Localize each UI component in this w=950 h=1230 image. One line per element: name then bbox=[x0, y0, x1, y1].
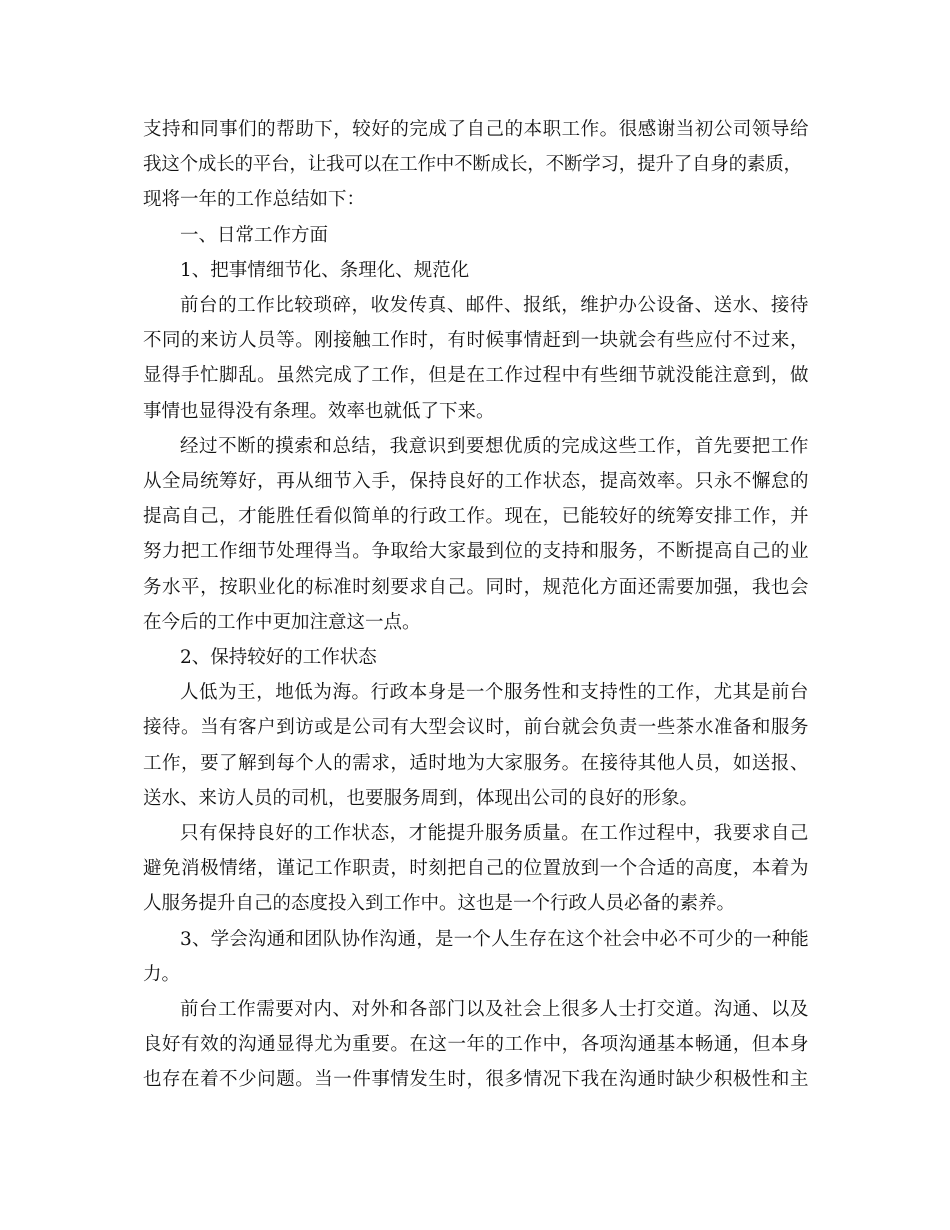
paragraph bbox=[143, 429, 809, 640]
text-line: 力。 bbox=[143, 963, 181, 985]
paragraph bbox=[143, 922, 809, 992]
text-line: 事情也显得没有条理。效率也就低了下来。 bbox=[143, 400, 495, 422]
text-line: 前台工作需要对内、对外和各部门以及社会上很多人士打交道。沟通、以及 bbox=[180, 999, 809, 1021]
text-line: 人服务提升自己的态度投入到工作中。这也是一个行政人员必备的素养。 bbox=[143, 893, 736, 915]
text-line: 从全局统筹好，再从细节入手，保持良好的工作状态，提高效率。只永不懈怠的 bbox=[143, 471, 809, 493]
text-line: 1、把事情细节化、条理化、规范化 bbox=[180, 259, 470, 281]
text-line: 工作，要了解到每个人的需求，适时地为大家服务。在接待其他人员，如送报、 bbox=[143, 752, 809, 774]
text-line: 提高自己，才能胜任看似简单的行政工作。现在，已能较好的统筹安排工作，并 bbox=[143, 506, 809, 528]
text-line: 避免消极情绪，谨记工作职责，时刻把自己的位置放到一个合适的高度，本着为 bbox=[143, 858, 809, 880]
text-line: 3、学会沟通和团队协作沟通，是一个人生存在这个社会中必不可少的一种能 bbox=[180, 928, 809, 950]
text-line: 人低为王，地低为海。行政本身是一个服务性和支持性的工作，尤其是前台 bbox=[180, 682, 809, 704]
text-line: 我这个成长的平台，让我可以在工作中不断成长，不断学习，提升了自身的素质， bbox=[143, 154, 802, 176]
text-line: 不同的来访人员等。刚接触工作时，有时候事情赶到一块就会有些应付不过来， bbox=[143, 330, 809, 352]
paragraph bbox=[143, 816, 809, 922]
document-body bbox=[143, 112, 809, 1098]
text-line: 支持和同事们的帮助下，较好的完成了自己的本职工作。很感谢当初公司领导给 bbox=[143, 119, 809, 140]
paragraph bbox=[143, 112, 809, 218]
text-line: 显得手忙脚乱。虽然完成了工作，但是在工作过程中有些细节就没能注意到，做 bbox=[143, 365, 809, 387]
paragraph bbox=[143, 218, 809, 253]
paragraph bbox=[143, 675, 809, 816]
text-line: 前台的工作比较琐碎，收发传真、邮件、报纸，维护办公设备、送水、接待 bbox=[180, 295, 809, 317]
paragraph bbox=[143, 640, 809, 675]
text-line: 送水、来访人员的司机，也要服务周到，体现出公司的良好的形象。 bbox=[143, 787, 699, 809]
paragraph bbox=[143, 992, 809, 1098]
text-line: 只有保持良好的工作状态，才能提升服务质量。在工作过程中，我要求自己 bbox=[180, 823, 809, 845]
text-line: 在今后的工作中更加注意这一点。 bbox=[143, 611, 421, 633]
text-line: 现将一年的工作总结如下： bbox=[143, 189, 366, 211]
text-line: 一、日常工作方面 bbox=[180, 224, 329, 246]
text-line: 务水平，按职业化的标准时刻要求自己。同时，规范化方面还需要加强，我也会 bbox=[143, 576, 809, 598]
text-line: 2、保持较好的工作状态 bbox=[180, 647, 377, 669]
text-line: 经过不断的摸索和总结，我意识到要想优质的完成这些工作，首先要把工作 bbox=[180, 435, 809, 457]
paragraph bbox=[143, 288, 809, 429]
text-line: 接待。当有客户到访或是公司有大型会议时，前台就会负责一些茶水准备和服务 bbox=[143, 717, 809, 739]
paragraph bbox=[143, 253, 809, 288]
text-line: 也存在着不少问题。当一件事情发生时，很多情况下我在沟通时缺少积极性和主 bbox=[143, 1069, 809, 1091]
text-line: 努力把工作细节处理得当。争取给大家最到位的支持和服务，不断提高自己的业 bbox=[143, 541, 809, 563]
text-line: 良好有效的沟通显得尤为重要。在这一年的工作中，各项沟通基本畅通，但本身 bbox=[143, 1034, 809, 1056]
